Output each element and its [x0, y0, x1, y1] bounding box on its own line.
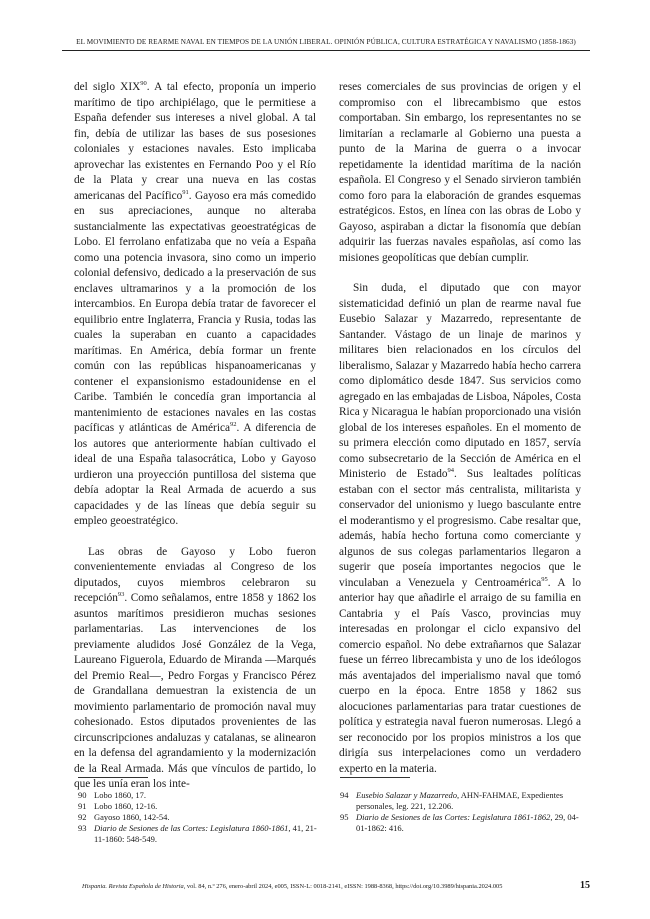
footnote: 91 Lobo 1860, 12-16. — [78, 801, 158, 811]
footnote-ref[interactable]: 92 — [229, 421, 237, 429]
footnote: 94 Eusebio Salazar y Mazarredo, AHN-FAHMAE, Expedientes personales, leg. 221, 12.206. — [340, 790, 564, 811]
footnotes-right — [340, 790, 586, 834]
paragraph: Sin duda, el diputado que con mayor sistematicidad definió un plan de rearme naval fue Eusebio Salazar y Mazarredo, representante de Santander. Vástago de un linaje de marinos y militares bien relacionados en los círculos del liberalismo, Salazar y Mazarredo había hecho carrera como diplomático desde 1847. Sus servicios como agregado en las embajadas de Lisboa, Nápoles, Costa Rica y Nicaragua le habían proporcionado una visión global de los intereses españoles. En el momento de su primera elección como diputado en 1857, servía como subsecretario de la Sección de América en el Ministerio de Estado$^{94}$. Sus lealtades políticas estaban con el sector más centralista, militarista y conservador del unionismo y luego basculante entre el moderantismo y el progresismo. Cabe resaltar que, además, había hecho fortuna como comerciante y algunos de sus colegas parlamentarios llegaron a sugerir que poseía importantes negocios que le vinculaban a Venezuela y Centroamérica$^{95}$. A lo anterior hay que añadirle el arraigo de su familia en Cantabria y el País Vasco, provincias muy interesadas en prolongar el ciclo expansivo del comercio español. No debe extrañarnos que Salazar fuese un férreo librecambista y uno de los ideólogos más aventajados del imperialismo naval que tomó cuerpo en la época. Entre 1858 y 1862 sus alocuciones parlamentarias para tratar cuestiones de política y estrategia naval fueron numerosas. Llegó a ser reconocido por los propios ministros a los que dirigía sus interpelaciones como un verdadero experto en la materia. — [339, 282, 581, 775]
header-rule — [62, 50, 590, 51]
footnotes-left — [78, 790, 324, 845]
footnote: 95 Diario de Sesiones de las Cortes: Legislatura 1861-1862, 29, 04-01-1862: 416. — [340, 812, 579, 833]
paragraph: reses comerciales de sus provincias de origen y el compromiso con el librecambismo que estos comportaban. Sin embargo, los representantes no se limitarían a reclamarle al Gobierno una puesta a punto de la Marina de guerra o a invocar repetidamente la identidad marítima de la nación española. El Congreso y el Senado sirvieron también como foro para la elaboración de grandes esquemas estratégicos. Estos, en línea con las obras de Lobo y Gayoso, aspiraban a dictar la fisonomía que debían adquirir las fuerzas navales españolas, así como las misiones geopolíticas que debían cumplir. — [339, 81, 581, 264]
footnote: 90 Lobo 1860, 17. — [78, 790, 146, 800]
left-column — [74, 80, 316, 793]
footnote-rule — [78, 777, 148, 778]
footnote: 92 Gayoso 1860, 142-54. — [78, 812, 170, 822]
footnote-ref[interactable]: 95 — [541, 575, 548, 583]
paragraph: del siglo XIX$^{90}$. A tal efecto, proponía un imperio marítimo de tipo archipiélago, que le permitiese a España defender sus intereses a nivel global. A tal fin, debía de utilizar las bases de sus posesiones coloniales y estaciones navales. Esto implicaba aprovechar las existentes en Fernando Poo y el Río de la Plata y crear una nueva en las costas americanas del Pacífico$^{91}$. Gayoso era más comedido en sus apreciaciones, aunque no alteraba sustancialmente las expectativas geoestratégicas de Lobo. El ferrolano enfatizaba que no veía a España como una potencia invasora, sino como un imperio colonial defensivo, dedicado a la preservación de sus enclaves ultramarinos y a la promoción de los intercambios. En Europa debía tratar de favorecer el equilibrio entre Inglaterra, Francia y Rusia, todas las cuales la superaban en cuanto a capacidades marítimas. En América, debía formar un frente común con las repúblicas hispanoamericanas y contener el expansionismo estadounidense en el Caribe. También le concedía gran importancia al mantenimiento de estaciones navales en las costas pacíficas y atlánticas de América$^{92}$. A diferencia de los autores que anteriormente habían cultivado el ideal de una España talasocrática, Lobo y Gayoso urdieron una proyección puntillosa del sistema que debía adoptar la Real Armada de acuerdo a sus capacidades y de las líneas que debía seguir su empleo geoestratégico. — [74, 80, 317, 527]
footnote: 93 Diario de Sesiones de las Cortes: Legislatura 1860-1861, 41, 21-11-1860: 548-549. — [78, 823, 317, 844]
right-column — [339, 80, 581, 777]
footnote-ref[interactable]: 93 — [117, 591, 125, 599]
footnote-ref[interactable]: 90 — [140, 80, 147, 88]
page-footer: Hispania. Revista Española de Historia, vol. 84, n.º 276, enero-abril 2024, e005, ISSN-L: 0018-2141, eISSN: 1988-8368, https://doi.org/10.3989/hispania.2024.005 — [82, 883, 503, 890]
running-header: EL MOVIMIENTO DE REARME NAVAL EN TIEMPOS DE LA UNIÓN LIBERAL. OPINIÓN PÚBLICA, CULTURA ESTRATÉGICA Y NAVALISMO (1858-1863) — [76, 38, 576, 46]
footnote-ref[interactable]: 91 — [182, 188, 189, 196]
footnote-rule — [340, 777, 410, 778]
paragraph: Las obras de Gayoso y Lobo fueron convenientemente enviadas al Congreso de los diputados, cuyos miembros celebraron su recepción$^{93}$. Como señalamos, entre 1858 y 1862 los asuntos marítimos presidieron muchas sesiones parlamentarias. Las intervenciones de los previamente aludidos José González de la Vega, Laureano Figuerola, Eduardo de Miranda —Marqués del Premio Real—, Pedro Forgas y Francisco Pérez de Grandallana demuestran la existencia de un movimiento parlamentario de promoción naval muy cohesionado. Estos diputados provenientes de las circunscripciones andaluzas y catalanas, se alinearon en la defensa del agrandamiento y la modernización de la Real Armada. Más que vínculos de partido, lo que les unía eran los inte- — [74, 545, 316, 790]
page-number: 15 — [580, 880, 590, 891]
footnote-ref[interactable]: 94 — [447, 467, 455, 475]
